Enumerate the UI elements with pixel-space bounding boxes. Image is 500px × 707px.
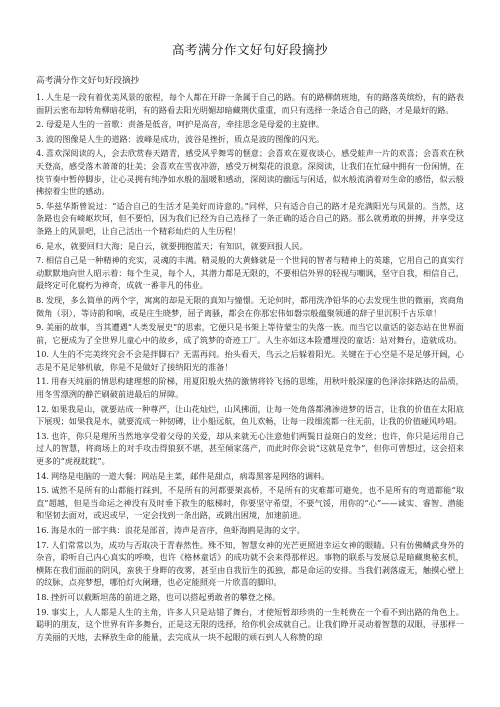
paragraph-item [36,606,464,644]
document-title: 高考满分作文好句好段摘抄 [171,42,328,57]
paragraph-text: 挫折可以截断坦荡的前进之路，也可以搭起勇敢者的攀登之梯。 [51,591,281,602]
paragraph-number: 9. [36,322,44,333]
paragraph-list [36,91,464,643]
paragraph-text: 美丽的故事，当其遭遇“人类发展史”的思索，它便只是书架上等待蒙尘的失落一族。而当它以童话的姿态站在世界面前，它便成为了全世界儿童心中的故乡，成了筑梦的奇迹工厂。人生亦如这本险遭埋没的童话：站对舞台，造就成功。 [36,322,464,345]
paragraph-item [36,348,464,373]
paragraph-text: 人生是一段有着优美风景的旅程，每个人都在开辟一条属于自己的路。有的路柳荫班地，有的路落英缤纷，有的路表面阴云密布却转角柳暗花明，有的路看去阳光明媚却暗藏荆伏重重，而只有选择一条适合自己的路，才是最好的路。 [36,92,464,115]
paragraph-item [36,375,464,400]
paragraph-text: 也许，你只是理所当然地享受着父母的关爱，却从来就无心注意他们两鬓日益斑白的发丝；也许，你只是运用自己过人的智慧，将商场上的对手攻击得狼狈不堪，甚至倾家荡产，而此时你会说“这就是竞争”，但你可曾想过，这会招来更多的“虎视眈眈”。 [36,430,464,467]
paragraph-number: 12. [36,403,50,414]
paragraph-text: 如果我是山，就要站成一种尊严，让山花灿烂，山风拂面，让每一处角落都沸渗进梦的语言，让我的价值在太阳底下展现；如果我是水，就要流成一种韧磚，让小船远航，鱼儿欢畅，让每一段细流都一往无前，让我的价值碰风吟唱。 [36,403,464,427]
paragraph-item [36,91,464,116]
paragraph-text: 海是水的一部字典：浪花是部首，涛声是音序，鱼虾海鸥是海的文字。 [51,525,305,535]
paragraph-item [36,539,464,589]
paragraph-number: 13. [36,430,50,441]
paragraph-text: 事实上，人人都是人生的主角，许多人只是站错了舞台，才使短暂却珍贵的一生耗费在一个看不到出路的角色上。聪明的朋友，这个世界有许多舞台，正是这无限的选择，给你机会成就自己。让我们睁开灵动着智慧的双眼，寻那样一方美丽的天地，去释放生命的能量，去完成从一块不起眼的顽石到人人称赞的琼 [36,606,464,642]
paragraph-number: 10. [36,349,50,360]
paragraph-number: 18. [36,591,50,602]
paragraph-text: 喜欢深阅读的人，会去欣赏春天踏青，感受风乎舞雩的惬意；会喜欢在夏夜谈心，感受蛙声一片的欢喜；会喜欢在秋天登高，感受落木萧萧的壮美；会喜欢在雪夜冲游，感受万树梨花的浪意。深阅读，让我们在忙碌中拥有一份闲情，在快节奏中暂停脚步，让心灵拥有纯净如水般的温暖和感动，深阅读的幽远与闲适，似水般流淌着对生命的感悟，似云般拂掠着尘世的感动。 [36,148,464,197]
paragraph-text: 华兹华斯曾说过：“适合自己的生活才是美好而诗意的。”同样，只有适合自己的路才是充满阳光与风景的。当然，这条路也会有崎岖坎坷，但不要怕，因为我们已经为自己选择了一条正确的适合自己的路。那么就勇敢的拼搏，并享受这条路上的风景吧，让自己活出一个精彩灿烂的人生历程！ [36,200,464,236]
paragraph-number: 1. [36,92,44,102]
page-bottom-edge [0,693,500,707]
paragraph-item [36,200,464,238]
paragraph-number: 2. [36,119,44,130]
paragraph-text: 相信自己是一种精神的充实，灵魂的丰满。精灵般的大黄蜂就是一个世间的智者与精神上的英雄，它用自己的真实行动默默地向世人昭示着：每个生灵，每个人，其潜力都是无限的，不要相信外界的轻视与嘲讽，坚守自我，相信自己，最终定可化腐朽为神奇，成就一番非凡的伟业。 [36,255,464,291]
paragraph-item [36,118,464,131]
paragraph-item [36,321,464,346]
paragraph-item [36,403,464,428]
paragraph-item [36,430,464,468]
paragraph-number: 15. [36,485,50,496]
paragraph-number: 19. [36,606,50,617]
paragraph-item [36,470,464,483]
paragraph-text: 人生的不完美终究会不会是拌脚石？无需再问。抬头看天，鸟云之后躲着阳光。关键在于心空是不是足够开阔，心志是不是足够机敏，你是不是做好了接纳阳光的准备！ [36,349,464,372]
paragraph-text: 母爱是人生的一首歌：责备是低音，呵护是高音，牵挂思念是母爱的主旋律。 [45,119,325,130]
paragraph-number: 4. [36,148,44,159]
paragraph-number: 3. [36,133,44,144]
paragraph-item [36,254,464,292]
paragraph-text: 诚然不是所有的山都能打踩到，不是所有的河都要架高桥，不是所有的灾难都可避免，也不是所有的弯道都能“取直”超越，但是当命运之神没有及时垂下救生的舷梯时，你要坚守希望，不要气馁，用你的“心”——诚实、睿智、潜能和坚韧去面对，或迟或早，一定会找到一条出路，或跳出困境，加速前进。 [36,485,464,521]
paragraph-text: 人们常常以为，成功与否取决于青春然性。殊不知，智慧女神的光芒更照进幸运女神的眼睛。只有仿佛鳞武身外的杂音，聆听自己内心真实的呼唤，也许《格林童话》的成功就不会来得那样迟。事物的联系与发展总是暗藏奥秘玄机，横陈在我们面前的阴风，蛮狭于身畔的夜雾，甚至由自我衍生的孤独，都是命运的安排。当我们剥落虚无，触摸心壁上的纹脉，点亮梦想，哪怕灯火阑珊，也必定能照亮一片欣喜的脚印。 [36,539,464,588]
paragraph-number: 16. [36,525,50,535]
paragraph-number: 14. [36,470,50,481]
document-subtitle: 高考满分作文好句好段摘抄 [36,76,140,86]
paragraph-text: 发现，多么简单的两个字，寓寓的却是无限的真知与憧憬。无论何时，都用洗净铅华的心去发现生世的微丽，宾商角徵角（羽），等诗韵和响，或是庄生晓梦，屈子离骚，都会在你那宏伟如磐宗般蕴聚领通的辞子里沉积千古乐章！ [36,294,464,318]
paragraph-item [36,133,464,146]
paragraph-item [36,591,464,604]
paragraph-text: 是水，就要回归大海；是白云，就要拥抱蓝天；有知识，就要回报人民。 [45,240,308,251]
paragraph-number: 8. [36,294,44,305]
paragraph-item [36,524,464,537]
paragraph-number: 6. [36,240,44,251]
paragraph-item [36,147,464,197]
paragraph-number: 5. [36,200,44,211]
paragraph-number: 17. [36,539,50,550]
paragraph-item [36,294,464,319]
paragraph-number: 7. [36,255,44,266]
paragraph-text: 波的图像是人生的道路：波峰是成功，波谷是挫折，质点是波的图像的闪光。 [45,133,325,144]
paragraph-item [36,484,464,522]
paragraph-text: 用春天纯丽的情思构建理想的阶梯，用夏阳般火热的激情将铃飞扬的思维，用秋叶般深邃的色泽涂抹路达的品质，用冬雪漂洌的静芒刷破前进最后的屏障。 [36,376,464,400]
paragraph-item [36,240,464,253]
paragraph-number: 11. [36,376,50,387]
paragraph-text: 网络是电脑的一道大餐：网站是主菜，邮件是甜点，病毒黑客是网络的调料。 [51,470,330,481]
